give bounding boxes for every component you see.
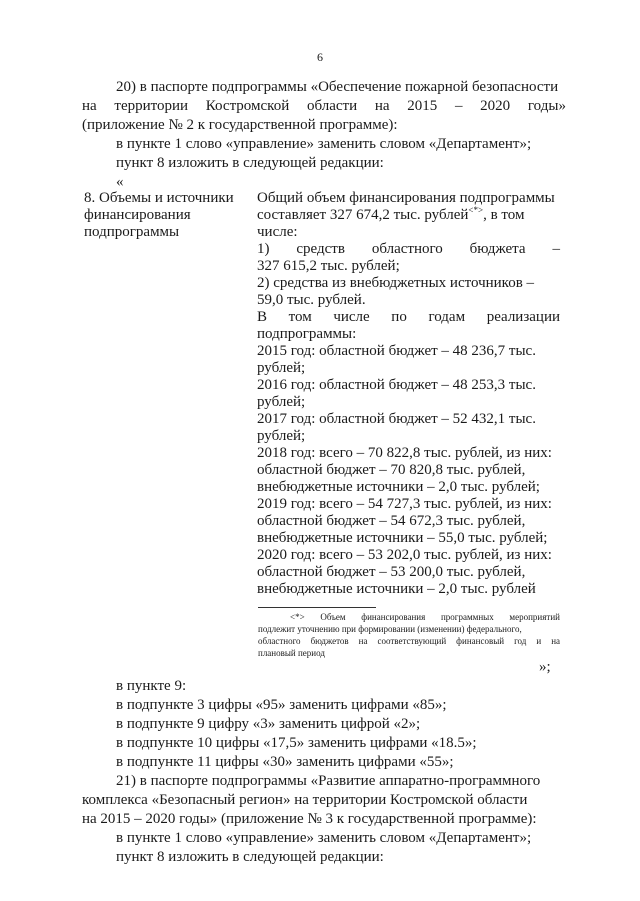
table-right-line-11: рублей; [257,360,306,376]
table-right-line-7: 59,0 тыс. рублей. [257,292,366,308]
p9-line-1: в пункте 9: [116,678,187,694]
p21-line-5: пункт 8 изложить в следующей редакции: [116,849,384,865]
footnote-line-4: плановый период [258,648,325,658]
word: области [306,98,358,114]
word: 2015 [407,98,438,114]
word: бюджетов [310,636,349,646]
table-left-line-1: 8. Объемы и источники [84,190,234,206]
word: территории [114,98,189,114]
table-right-line-3: числе: [257,224,298,240]
table-right-line-12: 2016 год: областной бюджет – 48 253,3 тыс. [257,377,536,393]
table-right-line-1: Общий объем финансирования подпрограммы [257,190,555,206]
opening-quote: « [116,174,124,190]
table-right-line-5: 327 615,2 тыс. рублей; [257,258,400,274]
text: составляет 327 674,2 тыс. рублей [257,207,469,223]
word: на [374,98,390,114]
text: , в том [483,207,525,223]
page-number: 6 [317,50,323,64]
table-right-line-23: областной бюджет – 53 200,0 тыс. рублей, [257,564,526,580]
p21-line-3: на 2015 – 2020 годы» (приложение № 3 к государственной программе): [82,811,537,827]
word: годы» [527,98,566,114]
table-right-line-19: 2019 год: всего – 54 727,3 тыс. рублей, из них: [257,496,552,512]
p9-line-4: в подпункте 10 цифры «17,5» заменить цифрами «18.5»; [116,735,477,751]
word: год [514,636,527,646]
table-right-line-8 [257,308,560,326]
word: по [391,309,407,325]
p20-line-5: пункт 8 изложить в следующей редакции: [116,155,384,171]
table-right-line-16: 2018 год: всего – 70 822,8 тыс. рублей, из них: [257,445,552,461]
footnote-marker: <*> [468,205,484,215]
word: <*> [290,612,305,622]
word: областного [258,636,301,646]
word: В [257,309,268,325]
word: финансирования [361,612,426,622]
word: областного [371,241,443,257]
word: бюджета [469,241,526,257]
table-left-line-2: финансирования [84,207,191,223]
footnote-line-1 [290,611,560,623]
p20-line-1: 20) в паспорте подпрограммы «Обеспечение пожарной безопасности [116,79,559,95]
table-right-line-21: внебюджетные источники – 55,0 тыс. рублей; [257,530,548,546]
p9-line-3: в подпункте 9 цифру «3» заменить цифрой «2»; [116,716,421,732]
word: на [358,636,368,646]
word: том [288,309,312,325]
p21-line-4: в пункте 1 слово «управление» заменить словом «Департамент»; [116,830,532,846]
word: средств [296,241,345,257]
table-right-line-13: рублей; [257,394,306,410]
word: реализации [486,309,560,325]
p21-line-2: комплекса «Безопасный регион» на территории Костромской области [82,792,528,808]
p20-line-2 [82,97,566,115]
p9-line-2: в подпункте 3 цифры «95» заменить цифрами «85»; [116,697,447,713]
closing-quote: »; [539,659,551,675]
word: мероприятий [509,612,560,622]
table-right-line-9: подпрограммы: [257,326,357,342]
p20-line-3: (приложение № 2 к государственной программе): [82,117,398,133]
word: соответствующий [377,636,447,646]
table-right-line-4 [257,240,560,258]
p20-line-4: в пункте 1 слово «управление» заменить словом «Департамент»; [116,136,532,152]
table-right-line-18: внебюджетные источники – 2,0 тыс. рублей; [257,479,540,495]
p9-line-5: в подпункте 11 цифры «30» заменить цифрами «55»; [116,754,454,770]
word: на [82,98,97,114]
footnote-line-3 [258,635,560,647]
word: числе [333,309,370,325]
word: Объем [320,612,346,622]
footnote-line-2: подлежит уточнению при формировании (изменении) федерального, [258,624,522,634]
word: Костромской [205,98,290,114]
word: и [536,636,542,646]
table-left-line-3: подпрограммы [84,224,180,240]
table-right-line-10: 2015 год: областной бюджет – 48 236,7 тыс. [257,343,536,359]
table-right-line-6: 2) средства из внебюджетных источников – [257,275,535,291]
table-right-line-14: 2017 год: областной бюджет – 52 432,1 тыс. [257,411,536,427]
word: 2020 [480,98,511,114]
p21-line-1: 21) в паспорте подпрограммы «Развитие аппаратно-программного [116,773,541,789]
word: годам [428,309,466,325]
word: финансовый [456,636,505,646]
table-right-line-15: рублей; [257,428,306,444]
table-right-line-2 [257,206,524,224]
table-right-line-22: 2020 год: всего – 53 202,0 тыс. рублей, из них: [257,547,552,563]
word: на [551,636,560,646]
table-right-line-24: внебюджетные источники – 2,0 тыс. рублей [257,581,536,597]
table-right-line-20: областной бюджет – 54 672,3 тыс. рублей, [257,513,526,529]
table-right-line-17: областной бюджет – 70 820,8 тыс. рублей, [257,462,526,478]
word: программных [440,612,494,622]
word: – [454,98,463,114]
footnote-rule [258,607,376,608]
word: 1) [257,241,270,257]
word: – [552,241,560,257]
